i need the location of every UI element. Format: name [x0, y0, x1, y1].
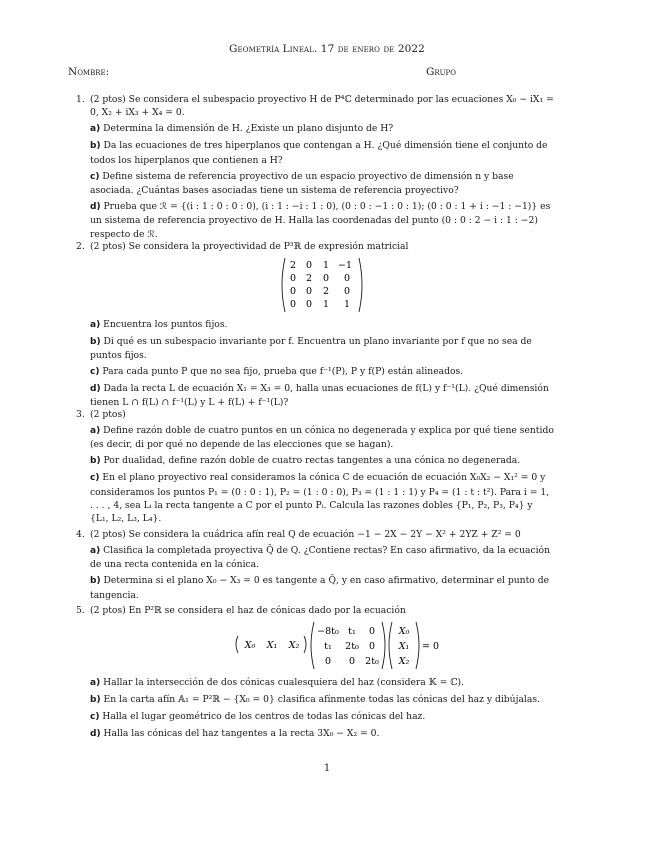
projectivity-matrix [277, 256, 367, 314]
matrix-cell: 2t₀ [365, 655, 379, 667]
exercise-part [90, 139, 554, 167]
exercise-intro: (2 ptos) Se considera la proyectividad de P³ℝ de expresión matricial [90, 241, 409, 252]
exercise-number: 5. [76, 605, 85, 616]
col-left-paren [389, 622, 392, 669]
exercise-5 [76, 604, 554, 744]
exercise-part [90, 710, 554, 724]
matrix-cell: 0 [343, 285, 351, 297]
part-text: Clasifica la completada proyectiva Q̄ de Q. ¿Contiene rectas? En caso afirmativo, da la ecuación de una recta contenida en la cónica. [90, 544, 551, 571]
exercise-intro: (2 ptos) [90, 409, 126, 420]
group-label: Grupo [426, 66, 457, 78]
exercise-part [90, 170, 554, 198]
exercise-part [90, 676, 554, 690]
matrix-cell: 0 [343, 272, 351, 284]
exercise-part [90, 454, 554, 468]
part-text: Halla el lugar geométrico de los centros de todas las cónicas del haz. [102, 710, 426, 722]
exercise-1 [76, 93, 554, 244]
row-vector-entry: X₂ [288, 639, 300, 651]
part-label: b) [90, 141, 101, 152]
part-label: d) [90, 728, 101, 739]
part-label: b) [90, 336, 101, 347]
matrix-cell: t₁ [348, 625, 356, 637]
matrix-cell: 0 [289, 272, 297, 284]
exercise-intro: (2 ptos) Se considera el subespacio proyectivo H de P⁴ℂ determinado por las ecuaciones X₀ − iX₁ = 0, X₂ + iX₃ + X₄ = 0. [90, 94, 554, 119]
matrix-cell: 1 [322, 298, 330, 310]
exercise-part [90, 122, 554, 136]
exercise-number: 3. [76, 409, 85, 420]
left-paren [282, 258, 285, 312]
exercise-part [90, 574, 554, 602]
exam-title: Geometría Lineal. 17 de enero de 2022 [229, 43, 425, 55]
part-text: Da las ecuaciones de tres hiperplanos que contengan a H. ¿Qué dimensión tiene el conjunto de todos los hiperplanos que contienen a H? [90, 140, 548, 166]
part-text: Determina si el plano X₀ − X₃ = 0 es tangente a Q̄, y en caso afirmativo, determinar el punto de tangencia. [90, 575, 550, 601]
exercise-part [90, 693, 554, 707]
page-number: 1 [323, 763, 331, 774]
exercise-number: 2. [76, 241, 85, 252]
matrix-cell: 0 [348, 655, 356, 667]
matrix-cell: 1 [322, 259, 330, 271]
equation-rhs: = 0 [422, 640, 440, 652]
matrix-cell: 2t₀ [345, 640, 359, 652]
part-label: a) [90, 677, 101, 688]
matrix-cell: 0 [322, 272, 330, 284]
part-label: a) [90, 124, 101, 135]
part-label: c) [90, 711, 100, 722]
exercise-part [90, 365, 554, 379]
matrix-block [90, 256, 554, 314]
matrix-cell: −1 [337, 259, 353, 271]
matrix-right-paren [382, 622, 385, 669]
matrix-cell: 2 [305, 272, 313, 284]
exercise-part [90, 471, 554, 526]
exercise-part [90, 335, 554, 363]
matrix-cell: t₁ [324, 640, 332, 652]
part-label: b) [90, 694, 101, 705]
part-text: Di qué es un subespacio invariante por f. Encuentra un plano invariante por f que no sea de puntos fijos. [90, 335, 532, 362]
matrix-cell: 0 [305, 298, 313, 310]
part-label: c) [90, 367, 100, 378]
col-vector-entry: X₂ [398, 655, 410, 667]
row-vector-entry: X₁ [266, 639, 278, 651]
exercise-part [90, 200, 554, 241]
matrix-cell: 0 [324, 655, 332, 667]
col-right-paren [416, 622, 419, 669]
part-text: Determina la dimensión de H. ¿Existe un plano disjunto de H? [103, 123, 394, 135]
part-label: a) [90, 545, 101, 556]
part-label: d) [90, 384, 101, 395]
exercise-part [90, 544, 554, 572]
exercise-part [90, 424, 554, 452]
matrix-cell: 0 [368, 625, 376, 637]
matrix-cell: 2 [289, 259, 297, 271]
part-label: a) [90, 425, 101, 436]
part-label: d) [90, 201, 101, 212]
part-label: a) [90, 319, 101, 330]
pencil-equation [90, 620, 554, 672]
exercise-part [90, 727, 554, 741]
matrix-cell: 0 [289, 285, 297, 297]
row-right-paren [304, 636, 306, 653]
part-text: En la carta afín 𝔸₁ = P²ℝ − {X₀ = 0} clasifica afínmente todas las cónicas del haz y dibújalas. [103, 693, 540, 705]
row-vector-entry: X₀ [244, 639, 256, 651]
part-text: Prueba que ℛ = {(i : 1 : 0 : 0 : 0), (i : 1 : −i : 1 : 0), (0 : 0 : −1 : 0 : 1); (0 : 0 : 1 + i : −1 : −1)} es un sistema de referencia proyectivo de H. Halla las coordenadas del punto (0 : 0 : 2 − i : 1 : −2) respecto de ℛ. [90, 200, 551, 240]
part-label: b) [90, 576, 101, 587]
matrix-cell: 0 [305, 285, 313, 297]
row-left-paren [236, 636, 238, 653]
part-label: b) [90, 456, 101, 467]
col-vector-entry: X₁ [398, 640, 410, 652]
part-text: Define razón doble de cuatro puntos en un cónica no degenerada y explica por qué tiene sentido (es decir, di por qué no depende de las elecciones que se hagan). [90, 424, 554, 451]
matrix-cell: 0 [368, 640, 376, 652]
exercise-intro: (2 ptos) En P²ℝ se considera el haz de cónicas dado por la ecuación [90, 605, 406, 616]
exercise-intro: (2 ptos) Se considera la cuádrica afín real Q de ecuación −1 − 2X − 2Y − X² + 2YZ + Z² = 0 [90, 529, 521, 540]
matrix-cell: 1 [343, 298, 351, 310]
exercise-3 [76, 408, 554, 528]
part-text: En el plano proyectivo real consideramos la cónica C de ecuación de ecuación X₀X₂ − X₁² = 0 y consideramos los puntos P₁ = (0 : 0 : 1), P₂ = (1 : 0 : 0), P₃ = (1 : 1 : 1) y P₄ = (1 : t : t²). Para i = 1, . . . , 4, sea Lᵢ la recta tangente a C por el punto Pᵢ. Calcula las razones dobles {P₁, P₂, P₃, P₄} y {L₁, L₂, L₃, L₄}. [90, 472, 550, 525]
exercise-number: 4. [76, 529, 85, 540]
part-text: Para cada punto P que no sea fijo, prueba que f⁻¹(P), P y f(P) están alineados. [102, 366, 464, 378]
matrix-cell: −8t₀ [317, 625, 339, 637]
part-label: c) [90, 171, 100, 182]
matrix-cell: 2 [322, 285, 330, 297]
matrix-left-paren [311, 622, 314, 669]
matrix-cell: 0 [305, 259, 313, 271]
part-text: Por dualidad, define razón doble de cuatro rectas tangentes a una cónica no degenerada. [103, 455, 521, 467]
right-paren [359, 258, 362, 312]
part-text: Hallar la intersección de dos cónicas cualesquiera del haz (considera 𝕂 = ℂ). [103, 676, 465, 688]
part-text: Define sistema de referencia proyectivo de un espacio proyectivo de dimensión n y base asociada. ¿Cuántas bases asociadas tiene un sistema de referencia proyectivo? [90, 170, 514, 196]
exercise-4 [76, 528, 554, 605]
exercise-part [90, 382, 554, 410]
part-label: c) [90, 473, 100, 484]
part-text: Dada la recta L de ecuación X₁ = X₃ = 0, halla unas ecuaciones de f(L) y f⁻¹(L). ¿Qué dimensión tienen L ∩ f(L) ∩ f⁻¹(L) y L + f(L) + f⁻¹(L)? [90, 383, 549, 409]
part-text: Encuentra los puntos fijos. [103, 318, 228, 330]
exercise-2 [76, 240, 554, 412]
part-text: Halla las cónicas del haz tangentes a la recta 3X₀ − X₂ = 0. [103, 727, 380, 739]
col-vector-entry: X₀ [398, 625, 410, 637]
matrix-cell: 0 [289, 298, 297, 310]
exercise-part [90, 318, 554, 332]
pencil-matrix-equation [202, 620, 442, 672]
name-label: Nombre: [68, 66, 110, 78]
exercise-number: 1. [76, 94, 85, 105]
